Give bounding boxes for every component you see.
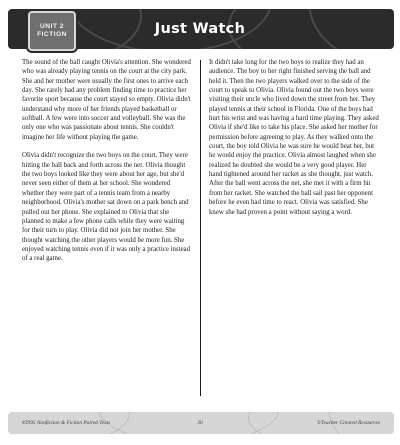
page-title: Just Watch [154, 21, 246, 37]
right-text-column [209, 58, 379, 396]
page-number: 30 [197, 420, 203, 426]
badge-genre-label: FICTION [37, 31, 67, 38]
unit-badge [28, 11, 76, 51]
paragraph: The sound of the ball caught Olivia's attention. She wondered who was already playing tennis on the court at the city park. She and her mother were usually the first ones to arrive each day. She rarely had any problem finding time to practice her favorite sport because the court stayed so empty. Olivia didn't understand why more of her friends played basketball or softball. A few were into soccer and volleyball. She was the only one who was passionate about tennis. She couldn't imagine her life without playing the game. [22, 59, 191, 141]
left-text-column [22, 58, 192, 396]
paragraph: Olivia didn't recognize the two boys on the court. They were hitting the ball back and forth across the net. Olivia thought the two boys looked like they were about her age, but she'd never seen either of them at her school. She wondered whether they were part of a tennis team from a nearby neighborhood. Olivia's mother sat down on a park bench and pulled out her phone. She explained to Olivia that she planned to make a few phone calls while they were waiting for their turn to play. Olivia did not join her mother. She thought watching the other players would be more fun. She enjoyed watching tennis even if it was only a practice instead of a real game. [22, 152, 190, 263]
badge-unit-label: UNIT 2 [40, 22, 64, 30]
column-divider [200, 60, 201, 396]
footer-publisher: ©Teacher Created Resources [316, 420, 380, 426]
paragraph: It didn't take long for the two boys to realize they had an audience. The boy to her right finished serving the ball and held it. Then the two players walked over to the side of the court to speak to Olivia. Olivia found out the two boys were visiting their uncle who lived down the street from her. They played tennis at their school in Florida. One of the boys had hurt his wrist and was having a hard time playing. They asked Olivia if she'd like to take his place. She asked her mother for permission before agreeing to play. As they walked onto the court, the boy told Olivia he was sure he would beat her, but he would enjoy the practice. Olivia almost laughed when she realized he doubted she would be a very good player. Her hand tightened around her racket as she thought, just watch. After the ball went across the net, she met it with a firm hit from her racket. She watched the ball sail past her opponent before he even had time to react. Olivia was satisfied. She knew she had proven a point without saying a word. [209, 59, 379, 216]
footer-product-info: #3995 Nonfiction & Fiction Paired Texts [22, 420, 111, 426]
